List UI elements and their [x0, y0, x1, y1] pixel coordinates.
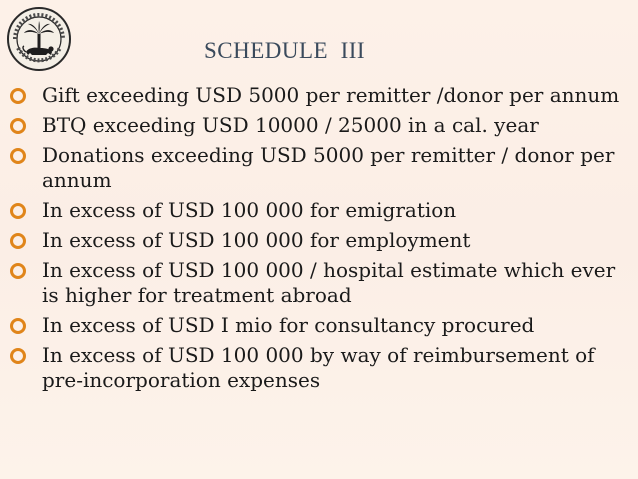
bullet-text: BTQ exceeding USD 10000 / 25000 in a cal. year [42, 113, 539, 137]
bullet-text: Donations exceeding USD 5000 per remitter / donor per annum [42, 143, 615, 192]
bullet-text: In excess of USD 100 000 by way of reimbursement of pre-incorporation expenses [42, 343, 595, 392]
list-item [0, 83, 638, 108]
list-item [0, 343, 638, 393]
circle-bullet-icon [10, 148, 26, 164]
bullet-text: In excess of USD I mio for consultancy procured [42, 313, 535, 337]
circle-bullet-icon [10, 348, 26, 364]
slide-title: SCHEDULE III [204, 38, 366, 63]
list-item [0, 198, 638, 223]
rbi-emblem-icon [6, 6, 72, 72]
circle-bullet-icon [10, 233, 26, 249]
bullet-text: In excess of USD 100 000 for employment [42, 228, 471, 252]
bullet-text: Gift exceeding USD 5000 per remitter /donor per annum [42, 83, 620, 107]
list-item [0, 143, 638, 193]
bullet-text: In excess of USD 100 000 for emigration [42, 198, 457, 222]
list-item [0, 258, 638, 308]
list-item [0, 313, 638, 338]
circle-bullet-icon [10, 118, 26, 134]
circle-bullet-icon [10, 318, 26, 334]
circle-bullet-icon [10, 88, 26, 104]
bullet-text: In excess of USD 100 000 / hospital estimate which ever is higher for treatment abroad [42, 258, 616, 307]
bullet-list [0, 83, 638, 398]
list-item [0, 113, 638, 138]
list-item [0, 228, 638, 253]
circle-bullet-icon [10, 263, 26, 279]
circle-bullet-icon [10, 203, 26, 219]
